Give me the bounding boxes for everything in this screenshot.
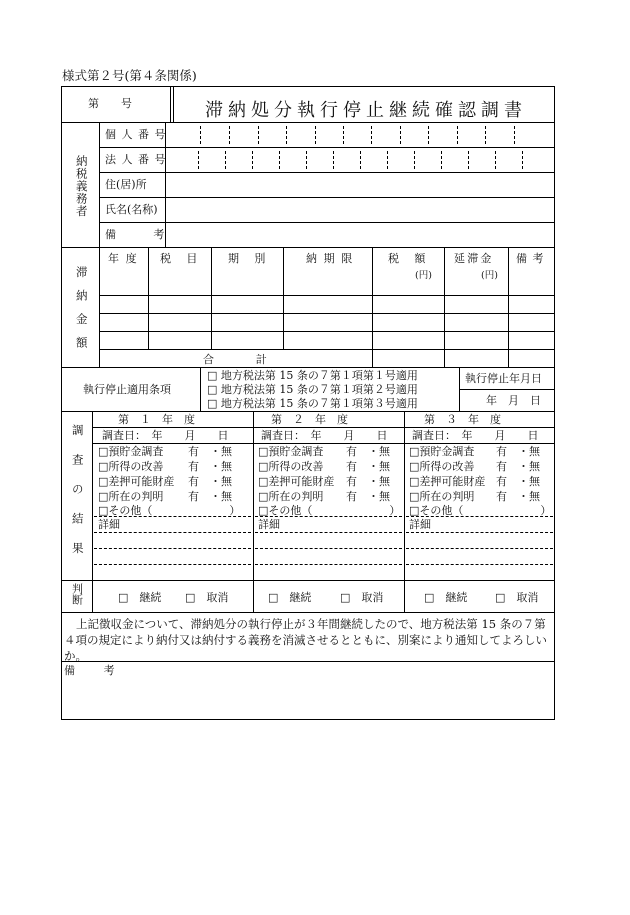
y1-other[interactable]: □その他（ ）: [98, 504, 241, 517]
approval-note: 上記徴収金について、滞納処分の執行停止が３年間継続したので、地方税法第 15 条の７第４項の規定により納付又は納付する義務を消滅させるとともに、別案により通知してよろしいか。: [64, 617, 547, 663]
y2-item-2-value[interactable]: 有 ・無: [346, 460, 390, 473]
doc-number-label: 第 号: [88, 97, 132, 110]
y2-item-1-label[interactable]: □預貯金調査: [258, 445, 324, 458]
name-label: 氏名(名称): [105, 203, 158, 216]
suspension-option-3[interactable]: □ 地方税法第 15 条の７第１項第３号適用: [207, 397, 418, 410]
y1-item-1-label[interactable]: □預貯金調査: [98, 445, 164, 458]
arrears-section-label: 滞納金額: [74, 266, 89, 360]
suspension-date-value[interactable]: 年 月 日: [486, 394, 541, 407]
unit-yen-late: (円): [481, 270, 498, 281]
y3-continue[interactable]: □ 継続: [424, 591, 468, 604]
y3-item-4-label[interactable]: □所在の判明: [409, 490, 475, 503]
address-label: 住(居)所: [105, 178, 147, 191]
unit-yen-tax: (円): [415, 270, 432, 281]
y1-item-1-value[interactable]: 有 ・無: [188, 445, 232, 458]
y3-other[interactable]: □その他（ ）: [409, 504, 552, 517]
total-label: 合 計: [203, 353, 274, 366]
col-late-fee: 延滞金: [454, 252, 494, 265]
y2-item-1-value[interactable]: 有 ・無: [346, 445, 390, 458]
y2-continue[interactable]: □ 継続: [268, 591, 312, 604]
y2-item-3-label[interactable]: □差押可能財産: [258, 475, 335, 488]
y1-cancel[interactable]: □ 取消: [185, 591, 229, 604]
col-tax-item: 税目: [160, 252, 213, 265]
y3-cancel[interactable]: □ 取消: [495, 591, 539, 604]
year-2-date[interactable]: 調査日： 年 月 日: [261, 429, 388, 442]
page-title: 滞納処分執行停止継続確認調書: [205, 100, 527, 121]
year-2-header: 第 ２ 年 度: [271, 413, 348, 426]
corporate-number-label: 法人番号: [105, 153, 171, 166]
y2-item-4-label[interactable]: □所在の判明: [258, 490, 324, 503]
col-tax-amount: 税額: [388, 252, 441, 265]
y2-item-2-label[interactable]: □所得の改善: [258, 460, 324, 473]
y1-item-3-value[interactable]: 有 ・無: [188, 475, 232, 488]
suspension-option-1[interactable]: □ 地方税法第 15 条の７第１項第１号適用: [207, 369, 418, 382]
y1-item-4-label[interactable]: □所在の判明: [98, 490, 164, 503]
form-number: 様式第２号(第４条関係): [62, 68, 197, 83]
year-1-header: 第 １ 年 度: [118, 413, 195, 426]
y2-detail-label: 詳細: [258, 518, 280, 531]
y2-cancel[interactable]: □ 取消: [340, 591, 384, 604]
y1-continue[interactable]: □ 継続: [118, 591, 162, 604]
y2-other[interactable]: □その他（ ）: [258, 504, 401, 517]
y3-item-1-label[interactable]: □預貯金調査: [409, 445, 475, 458]
y1-detail-label: 詳細: [98, 518, 120, 531]
individual-number-label: 個人番号: [105, 128, 171, 141]
year-3-header: 第 ３ 年 度: [424, 413, 501, 426]
y3-item-3-value[interactable]: 有 ・無: [496, 475, 540, 488]
y3-item-2-label[interactable]: □所得の改善: [409, 460, 475, 473]
suspension-label: 執行停止適用条項: [83, 383, 171, 396]
remarks-field[interactable]: [62, 677, 554, 719]
y3-item-3-label[interactable]: □差押可能財産: [409, 475, 486, 488]
suspension-option-2[interactable]: □ 地方税法第 15 条の７第１項第２号適用: [207, 383, 418, 396]
taxpayer-section-label: 納税義務者: [74, 155, 89, 218]
judgment-label: 判断: [70, 583, 84, 605]
y1-item-2-value[interactable]: 有 ・無: [188, 460, 232, 473]
y3-item-2-value[interactable]: 有 ・無: [496, 460, 540, 473]
suspension-date-label: 執行停止年月日: [465, 372, 542, 385]
taxpayer-remarks-label: 備 考: [105, 228, 178, 241]
col-fiscal-year: 年度: [108, 252, 144, 265]
investigation-section-label: 調査の結果: [70, 424, 85, 572]
y2-item-4-value[interactable]: 有 ・無: [346, 490, 390, 503]
col-remarks: 備考: [516, 252, 549, 265]
y2-item-3-value[interactable]: 有 ・無: [346, 475, 390, 488]
y3-item-4-value[interactable]: 有 ・無: [496, 490, 540, 503]
col-due-date: 納期限: [306, 252, 359, 265]
col-period: 期別: [228, 252, 281, 265]
y3-item-1-value[interactable]: 有 ・無: [496, 445, 540, 458]
y1-item-4-value[interactable]: 有 ・無: [188, 490, 232, 503]
y3-detail-label: 詳細: [409, 518, 431, 531]
y1-item-3-label[interactable]: □差押可能財産: [98, 475, 175, 488]
year-3-date[interactable]: 調査日： 年 月 日: [412, 429, 539, 442]
remarks-label: 備 考: [64, 664, 124, 677]
year-1-date[interactable]: 調査日： 年 月 日: [102, 429, 229, 442]
y1-item-2-label[interactable]: □所得の改善: [98, 460, 164, 473]
